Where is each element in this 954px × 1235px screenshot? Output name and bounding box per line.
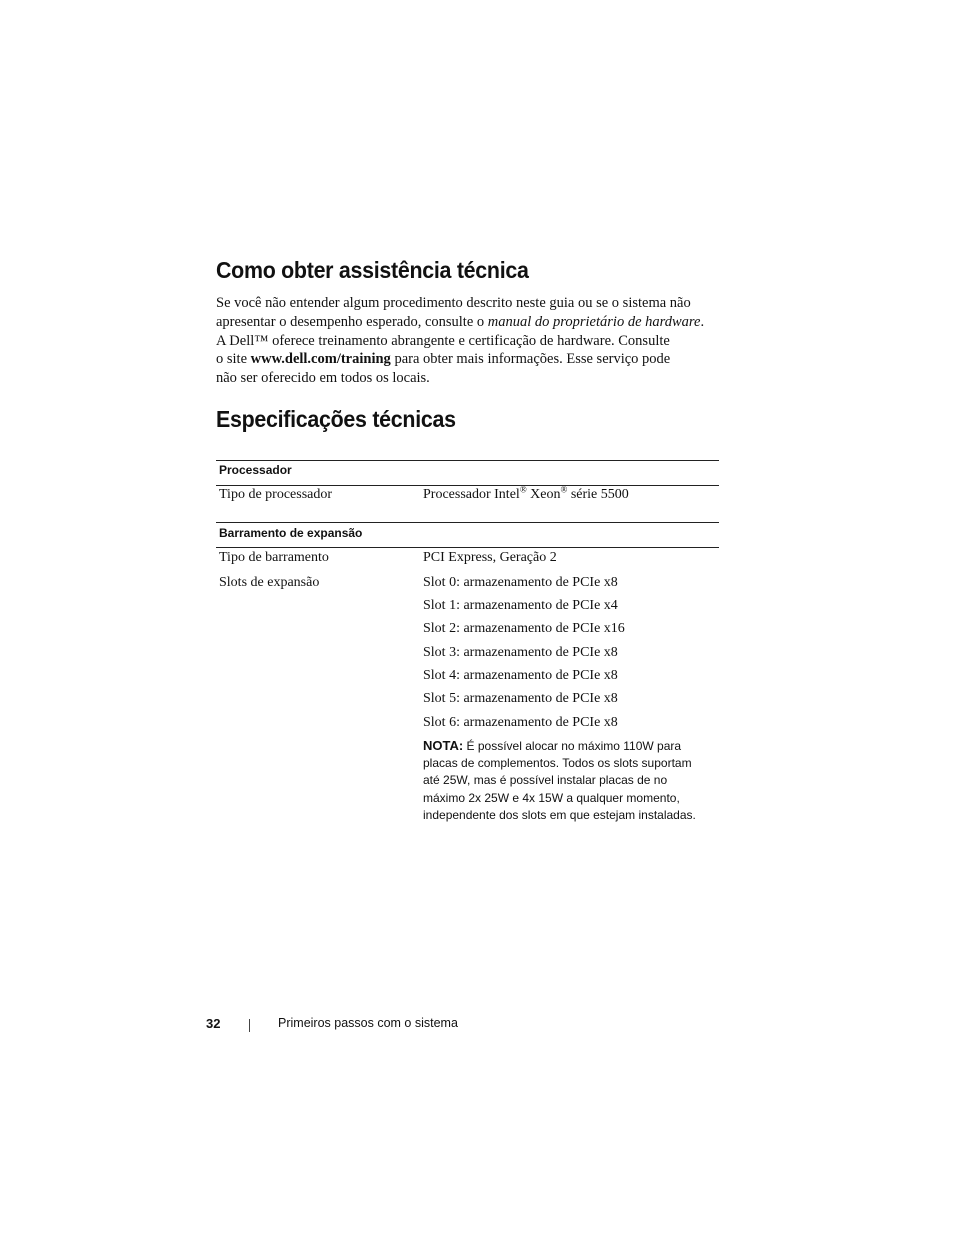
processor-model: Xeon [526, 487, 561, 502]
footer-title: Primeiros passos com o sistema [278, 1016, 458, 1030]
note-label: NOTA: [423, 738, 464, 753]
power-note [423, 737, 723, 824]
processor-brand: Processador Intel [423, 487, 520, 502]
paragraph-line: não ser oferecido em todos os locais. [216, 370, 430, 387]
paragraph-text: . [700, 313, 705, 330]
slot-item: Slot 4: armazenamento de PCIe x8 [423, 668, 618, 683]
table-rule [216, 547, 719, 548]
bus-type-value: PCI Express, Geração 2 [423, 550, 557, 565]
table-rule [216, 460, 719, 461]
expansion-slots-label: Slots de expansão [219, 575, 320, 590]
paragraph-text: apresentar o desempenho esperado, consulte o [216, 313, 488, 330]
processor-type-label: Tipo de processador [219, 487, 333, 502]
table-rule [216, 522, 719, 523]
slot-item: Slot 6: armazenamento de PCIe x8 [423, 715, 618, 730]
paragraph-line [216, 313, 736, 332]
footer-separator [249, 1019, 250, 1032]
heading-technical-specifications: Especificações técnicas [216, 406, 456, 432]
processor-type-value [423, 484, 629, 503]
paragraph-line: A Dell™ oferece treinamento abrangente e certificação de hardware. Consulte [216, 332, 670, 349]
registered-mark: ® [519, 484, 527, 495]
manual-reference: manual do proprietário de hardware [487, 313, 701, 330]
slot-item: Slot 2: armazenamento de PCIe x16 [423, 621, 625, 636]
page-number: 32 [206, 1016, 221, 1031]
paragraph-line [216, 350, 736, 369]
expansion-bus-section-header: Barramento de expansão [219, 526, 363, 540]
slot-item: Slot 0: armazenamento de PCIe x8 [423, 575, 618, 590]
note-text: É possível alocar no máximo 110W para [463, 739, 682, 753]
training-url-link[interactable]: www.dell.com/training [250, 351, 391, 368]
paragraph-line: Se você não entender algum procedimento descrito neste guia ou se o sistema não [216, 295, 691, 311]
processor-series: série 5500 [567, 487, 629, 502]
note-line [423, 737, 723, 755]
note-line: máximo 2x 25W e 4x 15W a qualquer momento, [423, 790, 680, 805]
processor-section-header: Processador [219, 463, 292, 477]
note-line: independente dos slots em que estejam instaladas. [423, 807, 696, 822]
paragraph-text: para obter mais informações. Esse serviço pode [390, 351, 671, 368]
slot-item: Slot 5: armazenamento de PCIe x8 [423, 691, 618, 706]
table-rule [216, 485, 719, 486]
note-line: até 25W, mas é possível instalar placas de no [423, 773, 668, 788]
heading-technical-assistance: Como obter assistência técnica [216, 257, 529, 283]
slot-item: Slot 1: armazenamento de PCIe x4 [423, 598, 618, 613]
support-paragraph [216, 294, 736, 388]
paragraph-text: o site [216, 351, 251, 368]
registered-mark: ® [560, 484, 568, 495]
bus-type-label: Tipo de barramento [219, 550, 329, 565]
slot-item: Slot 3: armazenamento de PCIe x8 [423, 645, 618, 660]
note-line: placas de complementos. Todos os slots suportam [423, 756, 692, 771]
